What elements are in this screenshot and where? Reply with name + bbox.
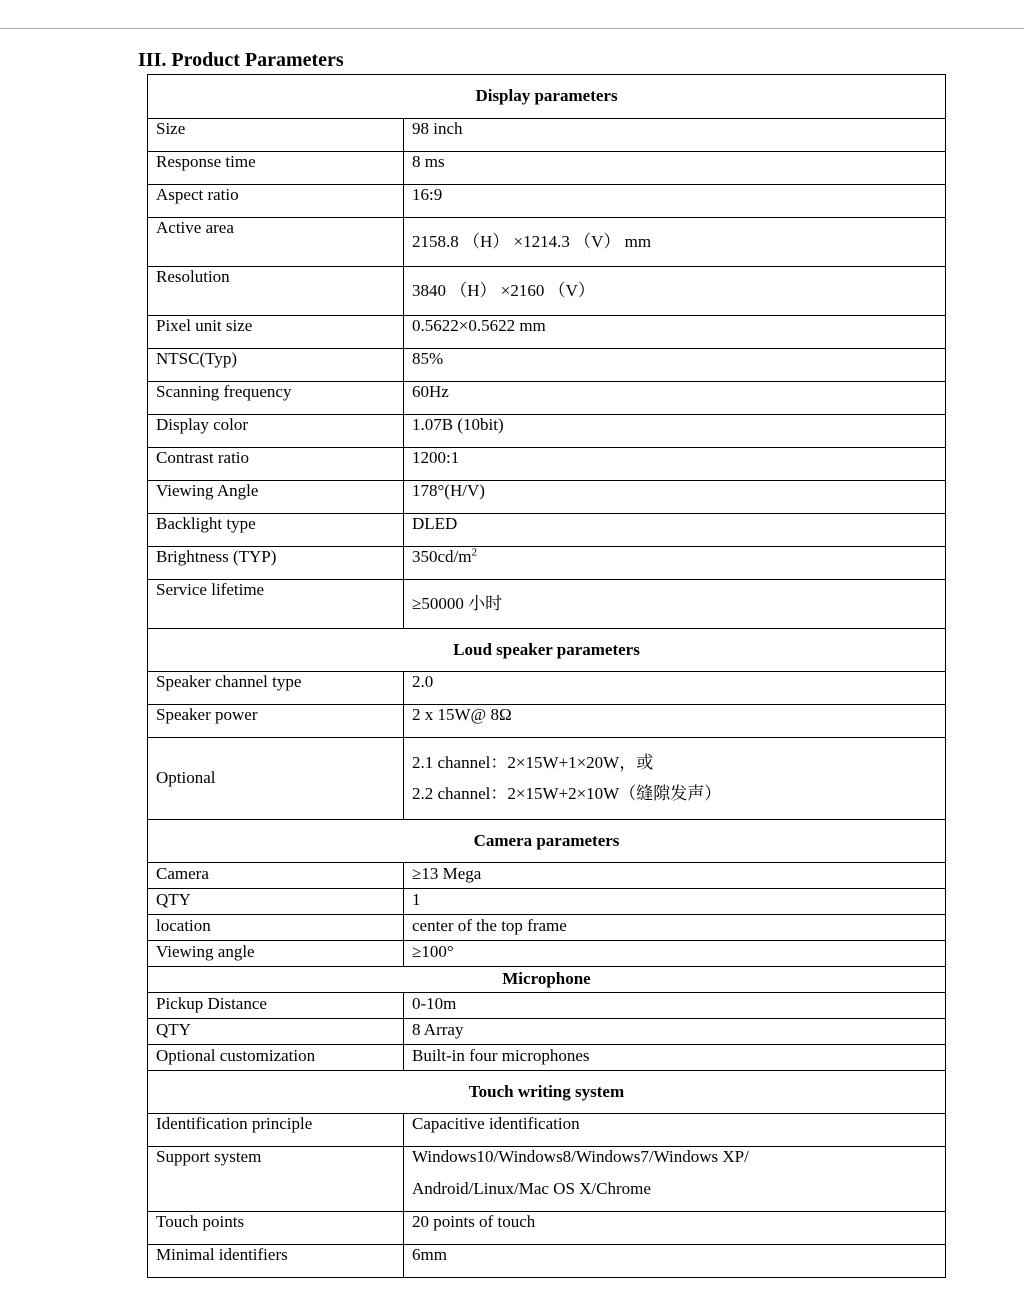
param-value: 85% [404,349,946,382]
param-value: 2.0 [404,672,946,705]
param-label: NTSC(Typ) [148,349,404,382]
param-label: Service lifetime [148,580,404,629]
param-value [404,547,946,580]
param-value: Capacitive identification [404,1114,946,1147]
table-row [148,705,946,738]
param-label: QTY [148,1019,404,1045]
param-label: Backlight type [148,514,404,547]
param-value: Built-in four microphones [404,1045,946,1071]
table-row [148,915,946,941]
param-label: Size [148,119,404,152]
section-title: Touch writing system [148,1071,946,1114]
table-row [148,349,946,382]
param-value: 2 x 15W@ 8Ω [404,705,946,738]
superscript: 2 [471,546,477,559]
param-label: Identification principle [148,1114,404,1147]
section-header-display [148,75,946,119]
param-value: 8 Array [404,1019,946,1045]
table-row [148,448,946,481]
param-value: 0-10m [404,993,946,1019]
param-value: 8 ms [404,152,946,185]
section-header-speaker [148,629,946,672]
section-title: Microphone [148,967,946,993]
param-label: Display color [148,415,404,448]
header-rule [0,28,1024,29]
param-label: Scanning frequency [148,382,404,415]
table-row [148,119,946,152]
table-row [148,481,946,514]
param-label: Camera [148,863,404,889]
section-header-microphone [148,967,946,993]
param-value: 0.5622×0.5622 mm [404,316,946,349]
param-value: ≥50000 小时 [404,580,946,629]
section-title: Display parameters [148,75,946,119]
param-value: 2158.8 （H） ×1214.3 （V） mm [404,218,946,267]
table-row [148,580,946,629]
table-row [148,547,946,580]
param-value: center of the top frame [404,915,946,941]
section-header-touch [148,1071,946,1114]
table-row [148,316,946,349]
param-label: Minimal identifiers [148,1245,404,1278]
param-label: Resolution [148,267,404,316]
table-row [148,382,946,415]
section-title: Camera parameters [148,820,946,863]
param-label: Speaker channel type [148,672,404,705]
param-value: 1.07B (10bit) [404,415,946,448]
param-value: 3840 （H） ×2160 （V） [404,267,946,316]
product-parameters-table [147,74,946,1278]
param-label: QTY [148,889,404,915]
param-label: Pixel unit size [148,316,404,349]
table-row [148,218,946,267]
value-line: 2.1 channel：2×15W+1×20W，或 [412,753,654,773]
param-label: Speaker power [148,705,404,738]
param-value: ≥13 Mega [404,863,946,889]
table-row [148,941,946,967]
param-value [404,738,946,820]
param-value: 1 [404,889,946,915]
table-row [148,152,946,185]
param-value: 16:9 [404,185,946,218]
table-row [148,672,946,705]
param-value: 178°(H/V) [404,481,946,514]
param-label: Brightness (TYP) [148,547,404,580]
value-line: Android/Linux/Mac OS X/Chrome [412,1179,651,1199]
param-label: Viewing angle [148,941,404,967]
param-label: Response time [148,152,404,185]
param-label: Optional [148,738,404,820]
table-row [148,1212,946,1245]
param-value: 1200:1 [404,448,946,481]
param-value: 60Hz [404,382,946,415]
brightness-value: 350cd/m [412,547,472,566]
param-value [404,1147,946,1212]
param-value: ≥100° [404,941,946,967]
param-value: 20 points of touch [404,1212,946,1245]
table-row [148,993,946,1019]
table-row [148,863,946,889]
table-row [148,415,946,448]
table-row [148,514,946,547]
param-value: DLED [404,514,946,547]
table-row [148,1019,946,1045]
param-label: Viewing Angle [148,481,404,514]
param-label: Aspect ratio [148,185,404,218]
param-value: 98 inch [404,119,946,152]
table-row [148,889,946,915]
table-row [148,738,946,820]
param-label: Active area [148,218,404,267]
param-label: Optional customization [148,1045,404,1071]
param-label: Contrast ratio [148,448,404,481]
table-row [148,1114,946,1147]
param-value: 6mm [404,1245,946,1278]
section-title: Loud speaker parameters [148,629,946,672]
table-row [148,267,946,316]
table-row [148,1147,946,1212]
table-row [148,1245,946,1278]
table-row [148,185,946,218]
page-heading: III. Product Parameters [138,49,344,71]
param-label: Pickup Distance [148,993,404,1019]
value-line: Windows10/Windows8/Windows7/Windows XP/ [412,1147,749,1166]
section-header-camera [148,820,946,863]
value-line: 2.2 channel：2×15W+2×10W（缝隙发声） [412,783,722,803]
table-row [148,1045,946,1071]
param-label: location [148,915,404,941]
param-label: Touch points [148,1212,404,1245]
param-label: Support system [148,1147,404,1212]
